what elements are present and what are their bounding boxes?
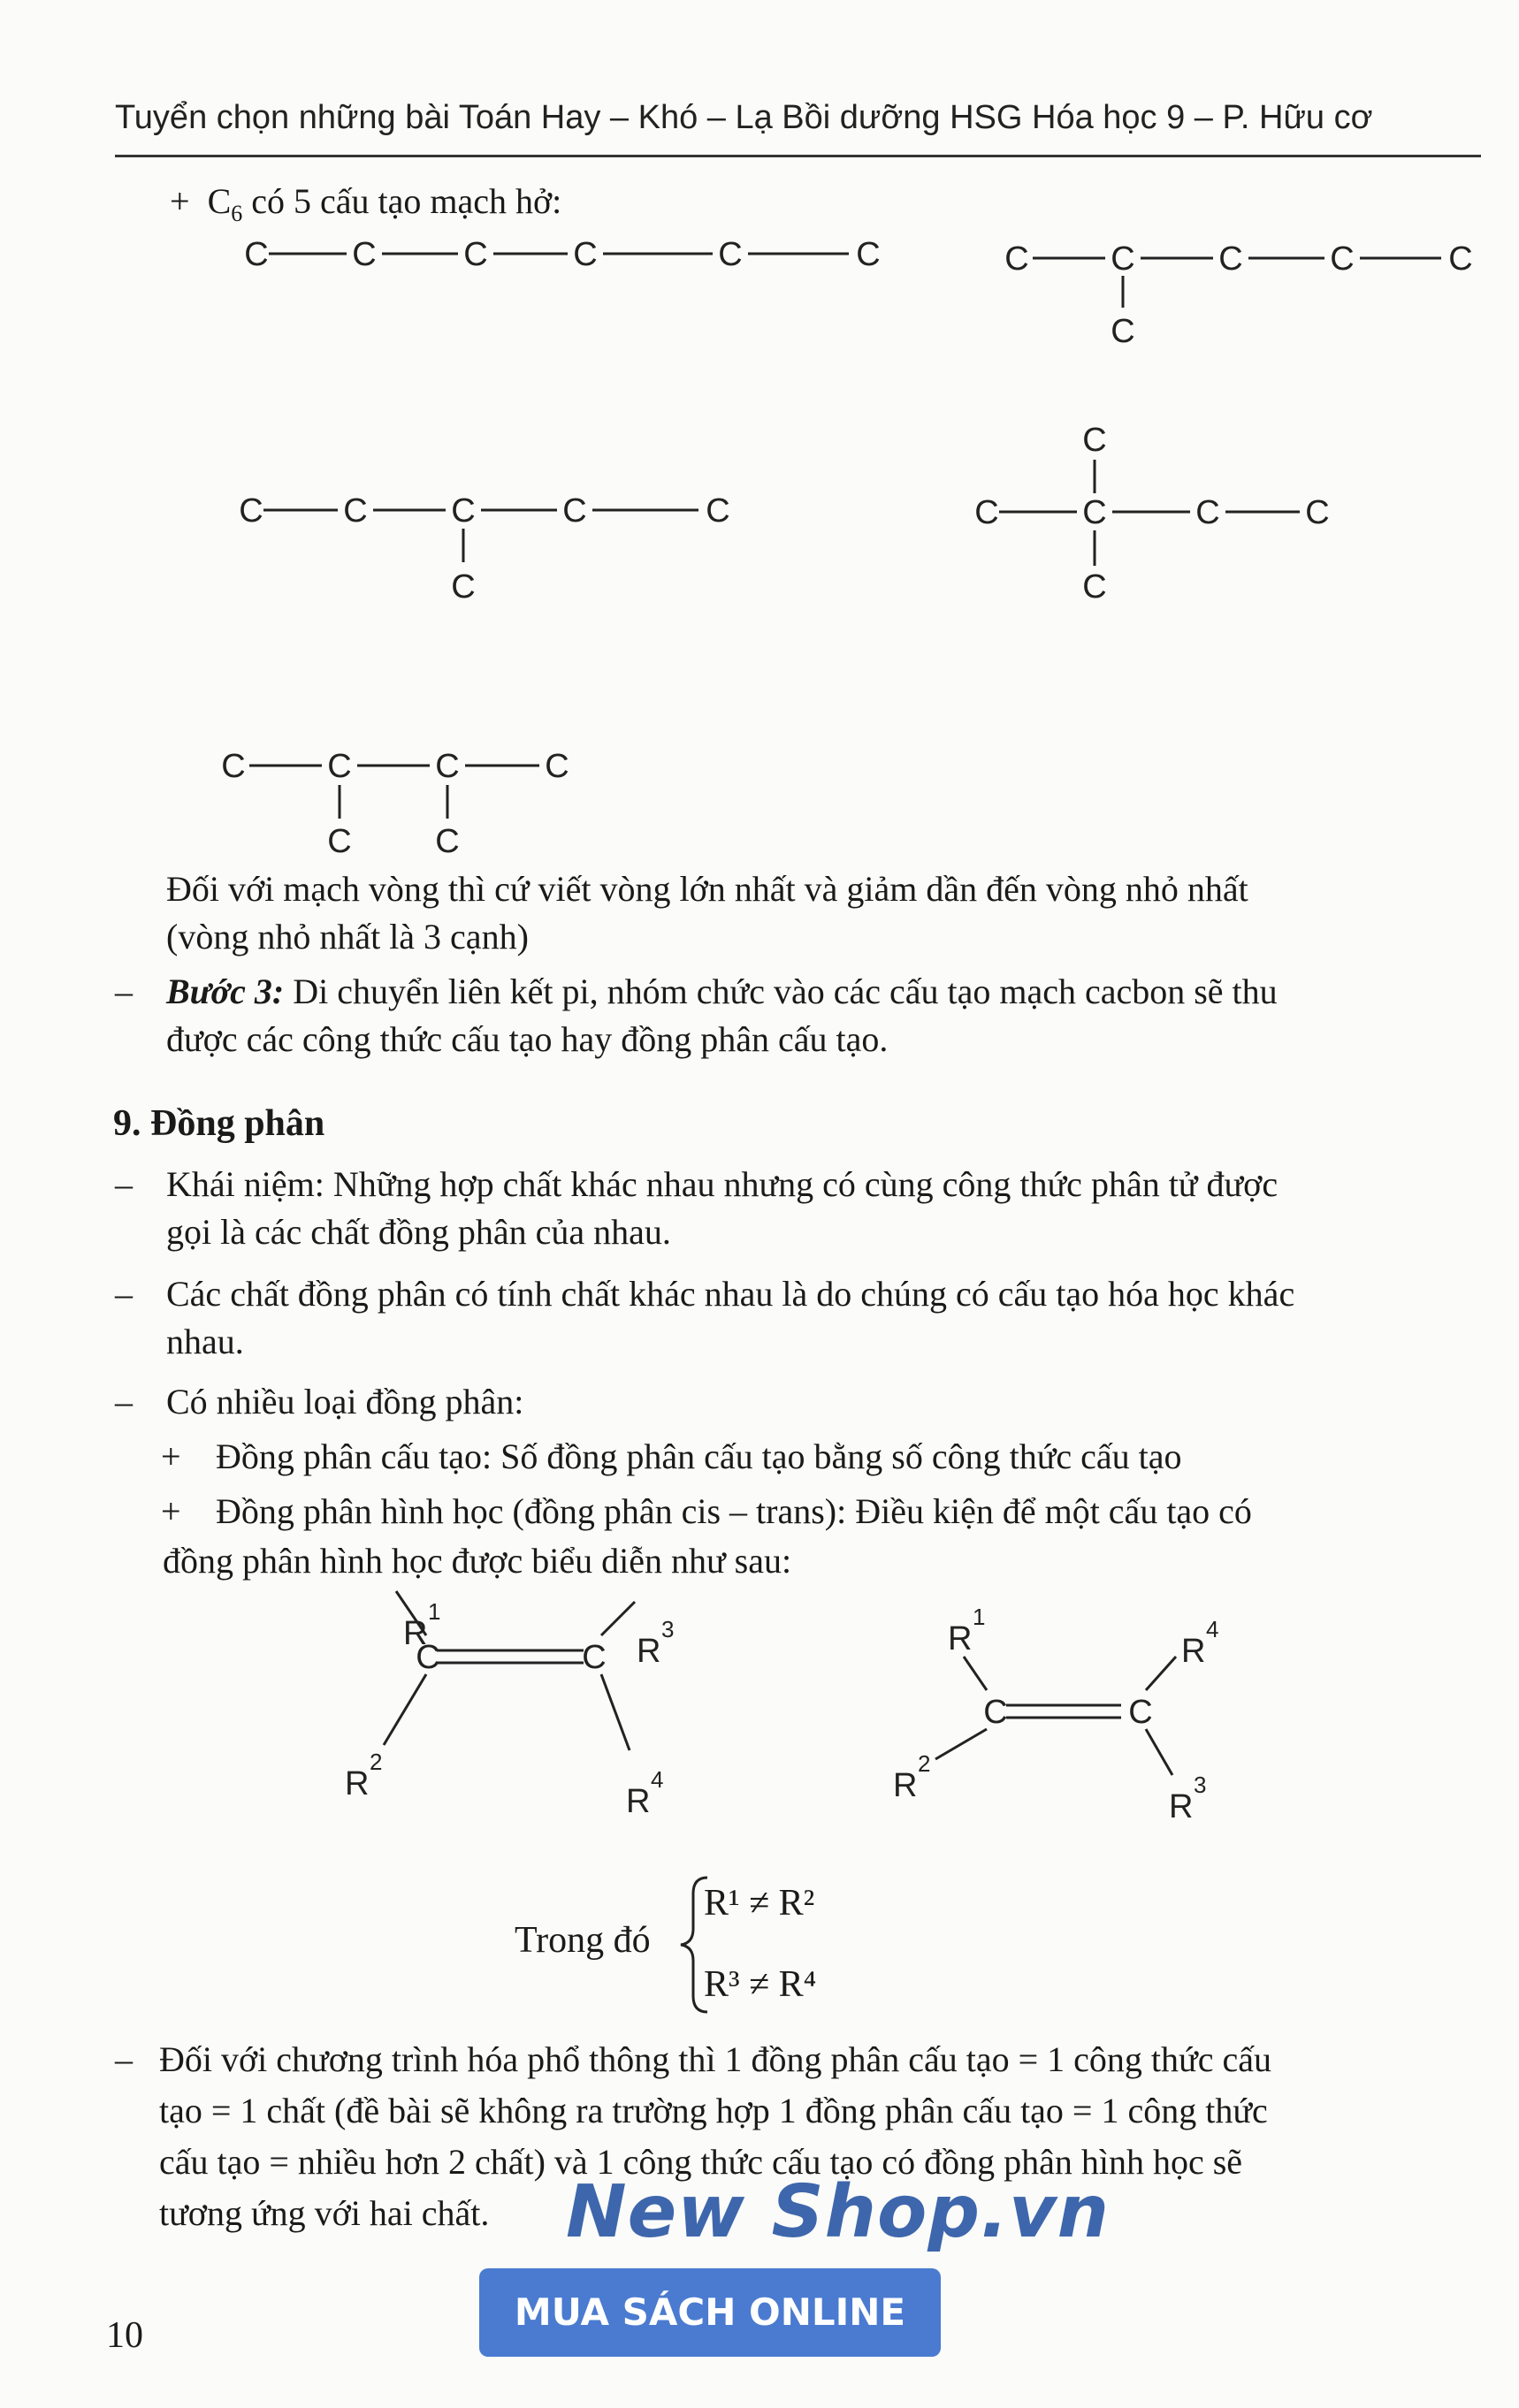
item-text: Các chất đồng phân có tính chất khác nhau là do chúng có cấu tạo hóa học khác	[166, 1274, 1295, 1314]
cyclic-note-line1: Đối với mạch vòng thì cứ viết vòng lớn nhất và giảm dần đến vòng nhỏ nhất	[166, 869, 1248, 909]
atom-c: C	[343, 492, 368, 530]
atom-c: C	[327, 823, 352, 860]
final-dash: –	[115, 2039, 133, 2079]
r-superscript: 3	[661, 1616, 675, 1642]
atom-c: C	[463, 236, 488, 273]
atom-c: C	[856, 236, 881, 273]
r-label: R	[626, 1783, 651, 1820]
item-text: gọi là các chất đồng phân của nhau.	[166, 1212, 671, 1252]
condition-row-1: R¹ ≠ R²	[704, 1883, 815, 1924]
atom-c: C	[1330, 240, 1355, 278]
atom-c: C	[545, 748, 569, 785]
atom-c: C	[1195, 494, 1220, 531]
final-line4: tương ứng với hai chất.	[159, 2193, 490, 2233]
r-superscript: 3	[1194, 1772, 1207, 1798]
atom-c: C	[244, 236, 269, 273]
r-label: R	[948, 1620, 973, 1657]
step3-dash: –	[115, 972, 133, 1011]
r-superscript: 4	[1206, 1616, 1219, 1642]
final-line3: cấu tạo = nhiều hơn 2 chất) và 1 công thức cấu tạo có đồng phân hình học sẽ	[159, 2142, 1243, 2182]
r-label: R	[345, 1765, 370, 1802]
final-line2: tạo = 1 chất (đề bài sẽ không ra trường hợp 1 đồng phân cấu tạo = 1 công thức	[159, 2091, 1268, 2130]
condition-row-2: R³ ≠ R⁴	[704, 1964, 817, 2005]
step3-text: Di chuyển liên kết pi, nhóm chức vào các cấu tạo mạch cacbon sẽ thu	[284, 972, 1278, 1011]
atom-c: C	[1448, 240, 1473, 278]
item-text: Khái niệm: Những hợp chất khác nhau nhưng có cùng công thức phân tử được	[166, 1164, 1279, 1204]
atom-c: C	[1111, 240, 1135, 278]
cyclic-note-line2: (vòng nhỏ nhất là 3 cạnh)	[166, 917, 529, 956]
section-heading: 9. Đồng phân	[113, 1103, 325, 1144]
atom-c: C	[1082, 494, 1107, 531]
atom-c: C	[1128, 1694, 1153, 1731]
step3-label: Bước 3:	[166, 972, 285, 1011]
step3-line2: được các công thức cấu tạo hay đồng phân cấu tạo.	[166, 1019, 889, 1059]
atom-c: C	[451, 568, 476, 606]
item-dash: –	[115, 1382, 133, 1421]
atom-c: C	[706, 492, 730, 530]
bullet: +	[170, 181, 190, 221]
page-number: 10	[106, 2315, 143, 2356]
condition-prefix: Trong đó	[515, 1920, 651, 1961]
sub-item-text: đồng phân hình học được biểu diễn như sau:	[163, 1541, 792, 1581]
r-label: R	[893, 1767, 918, 1804]
c6-subscript: 6	[231, 201, 243, 226]
r-label: R	[403, 1615, 428, 1652]
atom-c: C	[416, 1639, 440, 1676]
r-label: R	[637, 1633, 661, 1670]
sub-item-text: Đồng phân cấu tạo: Số đồng phân cấu tạo bằng số công thức cấu tạo	[216, 1436, 1182, 1476]
buy-online-button[interactable]: MUA SÁCH ONLINE	[479, 2268, 941, 2357]
atom-c: C	[582, 1639, 607, 1676]
r-superscript: 1	[973, 1604, 986, 1630]
r-superscript: 2	[370, 1749, 383, 1775]
atom-c: C	[451, 492, 476, 530]
step3-line1	[166, 971, 1278, 1013]
atom-c: C	[562, 492, 587, 530]
atom-c: C	[718, 236, 743, 273]
atom-c: C	[435, 748, 460, 785]
r-label: R	[1169, 1788, 1194, 1825]
r-superscript: 2	[918, 1750, 931, 1777]
running-header: Tuyển chọn những bài Toán Hay – Khó – Lạ Bồi dưỡng HSG Hóa học 9 – P. Hữu cơ	[115, 99, 1373, 136]
atom-c: C	[1004, 240, 1029, 278]
r-superscript: 4	[651, 1766, 664, 1793]
atom-c: C	[573, 236, 598, 273]
atom-c: C	[1082, 568, 1107, 606]
c6-text-post: có 5 cấu tạo mạch hở:	[242, 181, 562, 221]
atom-c: C	[1082, 422, 1107, 459]
item-text: nhau.	[166, 1322, 244, 1361]
atom-c: C	[983, 1694, 1008, 1731]
atom-c: C	[1111, 313, 1135, 350]
r-superscript: 1	[428, 1598, 441, 1625]
shop-logo[interactable]: New Shop.vn	[566, 2170, 1110, 2254]
atom-c: C	[1305, 494, 1330, 531]
sub-item-bullet: +	[161, 1491, 181, 1531]
atom-c: C	[327, 748, 352, 785]
atom-c: C	[239, 492, 263, 530]
atom-c: C	[435, 823, 460, 860]
sub-item-bullet: +	[161, 1436, 181, 1476]
sub-item-text: Đồng phân hình học (đồng phân cis – trans): Điều kiện để một cấu tạo có	[216, 1491, 1252, 1531]
item-dash: –	[115, 1164, 133, 1204]
atom-c: C	[221, 748, 246, 785]
final-line1: Đối với chương trình hóa phổ thông thì 1 đồng phân cấu tạo = 1 công thức cấu	[159, 2039, 1271, 2079]
atom-c: C	[352, 236, 377, 273]
atom-c: C	[1218, 240, 1243, 278]
r-label: R	[1181, 1633, 1206, 1670]
atom-c: C	[974, 494, 999, 531]
c6-text-pre: C	[207, 181, 232, 221]
item-dash: –	[115, 1274, 133, 1314]
item-text: Có nhiều loại đồng phân:	[166, 1382, 524, 1421]
